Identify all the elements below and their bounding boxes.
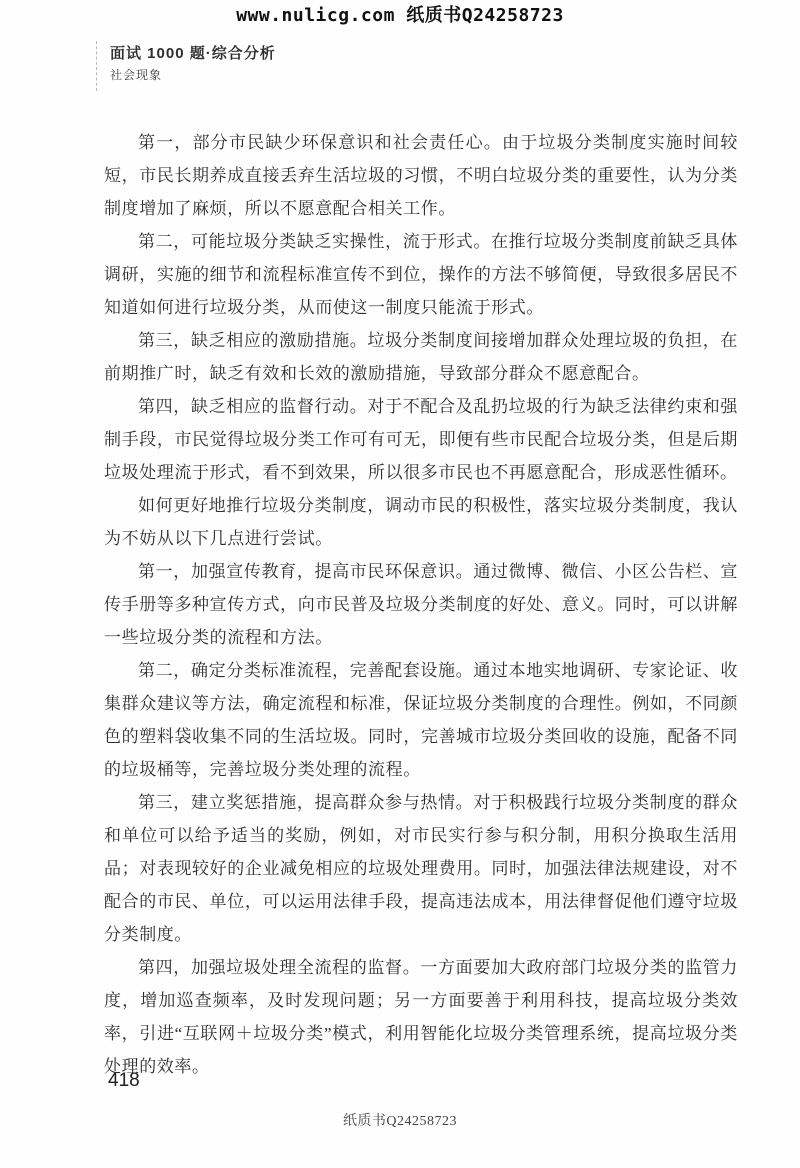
body-paragraph: 如何更好地推行垃圾分类制度，调动市民的积极性，落实垃圾分类制度，我认为不妨从以下几点进行尝试。 — [104, 496, 738, 548]
body-paragraph: 第一，部分市民缺少环保意识和社会责任心。由于垃圾分类制度实施时间较短，市民长期养成直接丢弃生活垃圾的习惯，不明白垃圾分类的重要性，认为分类制度增加了麻烦，所以不愿意配合相关工作。 — [104, 133, 738, 218]
body-paragraph: 第一，加强宣传教育，提高市民环保意识。通过微博、微信、小区公告栏、宣传手册等多种宣传方式，向市民普及垃圾分类制度的好处、意义。同时，可以讲解一些垃圾分类的流程和方法。 — [104, 562, 738, 647]
bottom-watermark: 纸质书Q24258723 — [342, 1114, 458, 1129]
body-paragraph: 第四，加强垃圾处理全流程的监督。一方面要加大政府部门垃圾分类的监管力度，增加巡查频率，及时发现问题；另一方面要善于利用科技，提高垃圾分类效率，引进“互联网＋垃圾分类”模式，利用智能化垃圾分类管理系统，提高垃圾分类处理的效率。 — [104, 958, 738, 1076]
body-paragraph: 第二，确定分类标准流程，完善配套设施。通过本地实地调研、专家论证、收集群众建议等方法，确定流程和标准，保证垃圾分类制度的合理性。例如，不同颜色的塑料袋收集不同的生活垃圾。同时，完善城市垃圾分类回收的设施，配备不同的垃圾桶等，完善垃圾分类处理的流程。 — [104, 661, 738, 779]
body-paragraph: 第二，可能垃圾分类缺乏实操性，流于形式。在推行垃圾分类制度前缺乏具体调研，实施的细节和流程标准宣传不到位，操作的方法不够简便，导致很多居民不知道如何进行垃圾分类，从而使这一制度只能流于形式。 — [104, 232, 738, 317]
page-number: 418 — [108, 1070, 140, 1091]
section-label: 社会现象 — [110, 68, 163, 82]
body-paragraph: 第三，缺乏相应的激励措施。垃圾分类制度间接增加群众处理垃圾的负担，在前期推广时，缺乏有效和长效的激励措施，导致部分群众不愿意配合。 — [104, 331, 738, 383]
book-title: 面试 1000 题·综合分析 — [110, 45, 276, 62]
header-dashed-rule — [96, 41, 97, 91]
body-paragraph: 第三，建立奖惩措施，提高群众参与热情。对于积极践行垃圾分类制度的群众和单位可以给予适当的奖励，例如，对市民实行参与积分制，用积分换取生活用品；对表现较好的企业减免相应的垃圾处理费用。同时，加强法律法规建设，对不配合的市民、单位，可以运用法律手段，提高违法成本，用法律督促他们遵守垃圾分类制度。 — [104, 793, 738, 944]
body-paragraph: 第四，缺乏相应的监督行动。对于不配合及乱扔垃圾的行为缺乏法律约束和强制手段，市民觉得垃圾分类工作可有可无，即便有些市民配合垃圾分类，但是后期垃圾处理流于形式，看不到效果，所以很多市民也不再愿意配合，形成恶性循环。 — [104, 397, 738, 482]
body-text — [104, 126, 738, 1083]
top-watermark: www.nulicg.com 纸质书Q24258723 — [236, 5, 564, 26]
